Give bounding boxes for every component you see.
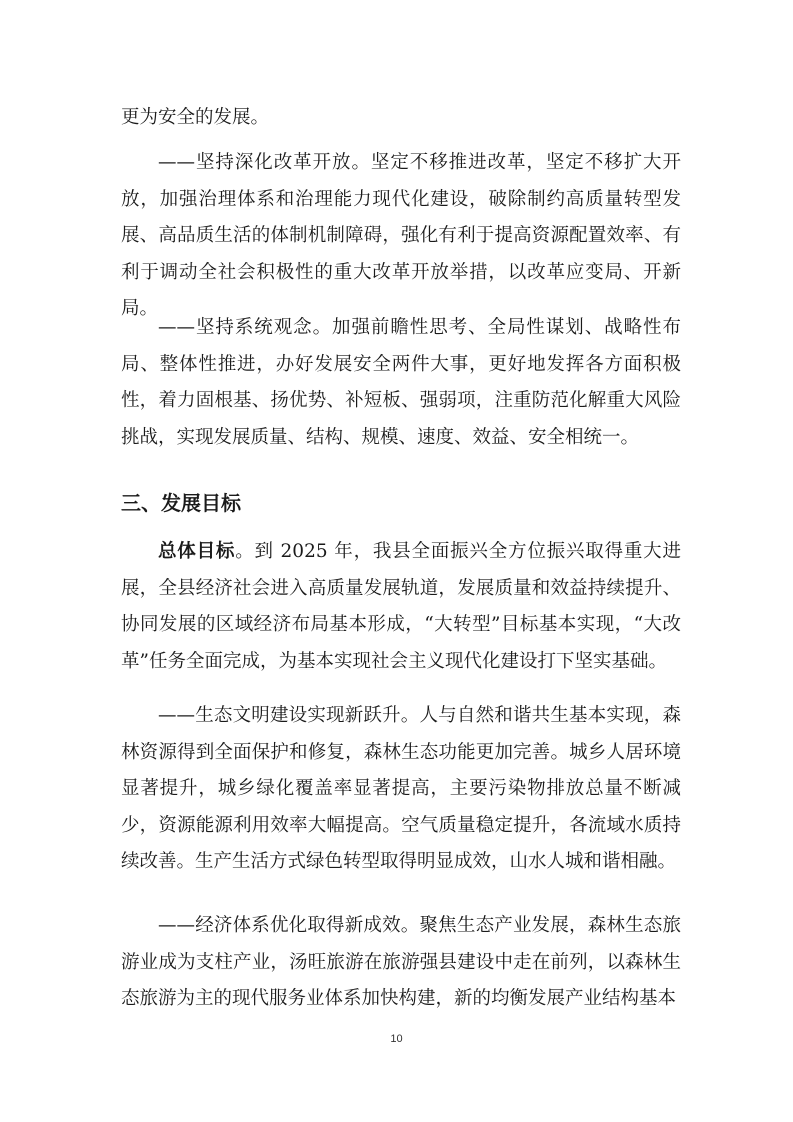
paragraph-economic-system [121, 908, 681, 1018]
paragraph-text: ——坚持系统观念。加强前瞻性思考、全局性谋划、战略性布局、整体性推进，办好发展安全两件大事，更好地发挥各方面积极性，着力固根基、扬优势、补短板、强弱项，注重防范化解重大风险挑战，实现发展质量、结构、规模、速度、效益、安全相统一。 [121, 317, 681, 448]
paragraph-ecological [121, 698, 681, 881]
paragraph-lead: 总体目标 [158, 541, 236, 562]
page-number: 10 [390, 1033, 403, 1045]
paragraph-system-concept [121, 310, 681, 456]
paragraph-text: ——生态文明建设实现新跃升。人与自然和谐共生基本实现，森林资源得到全面保护和修复，森林生态功能更加完善。城乡人居环境显著提升，城乡绿化覆盖率显著提高，主要污染物排放总量不断减少，资源能源利用效率大幅提高。空气质量稳定提升，各流域水质持续改善。生产生活方式绿色转型取得明显成效，山水人城和谐相融。 [121, 705, 681, 872]
paragraph-text: ——坚持深化改革开放。坚定不移推进改革，坚定不移扩大开放，加强治理体系和治理能力现代化建设，破除制约高质量转型发展、高品质生活的体制机制障碍，强化有利于提高资源配置效率、有利于调动全社会积极性的重大改革开放举措，以改革应变局、开新局。 [121, 152, 681, 319]
paragraph-text: 更为安全的发展。 [121, 107, 270, 128]
paragraph-text: 。到 2025 年，我县全面振兴全方位振兴取得重大进展，全县经济社会进入高质量发展轨道，发展质量和效益持续提升、协同发展的区域经济布局基本形成，“大转型”目标基本实现，“大改革”任务全面完成，为基本实现社会主义现代化建设打下坚实基础。 [121, 541, 681, 672]
section-heading: 三、发展目标 [121, 491, 241, 515]
paragraph-continuation [121, 100, 681, 137]
paragraph-overall-goal [121, 534, 681, 680]
paragraph-reform-opening [121, 145, 681, 328]
paragraph-text: ——经济体系优化取得新成效。聚焦生态产业发展，森林生态旅游业成为支柱产业，汤旺旅游在旅游强县建设中走在前列，以森林生态旅游为主的现代服务业体系加快构建，新的均衡发展产业结构基本 [121, 915, 681, 1009]
